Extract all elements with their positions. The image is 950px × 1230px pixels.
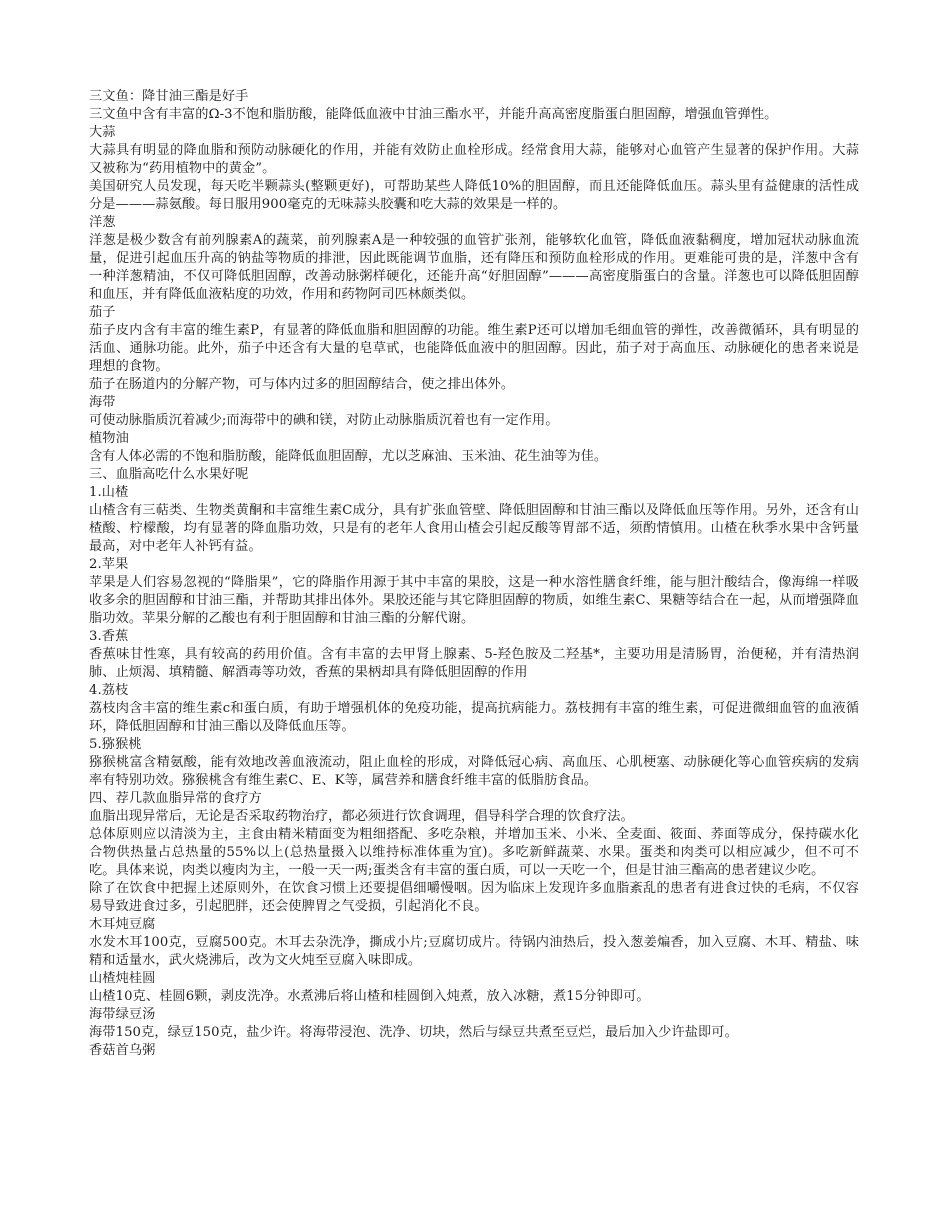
section-heading: 茄子 (89, 305, 116, 320)
paragraph: 血脂出现异常后，无论是否采取药物治疗，都必须进行饮食调理，倡导科学合理的饮食疗法。 (89, 809, 634, 824)
section-heading: 大蒜 (89, 125, 116, 140)
section-heading: 3.香蕉 (89, 629, 129, 644)
section-heading: 海带 (89, 395, 116, 410)
paragraph: 猕猴桃富含精氨酸，能有效地改善血液流动，阻止血栓的形成，对降低冠心病、高血压、心肌梗塞、动脉硬化等心血管疾病的发病率有特别功效。猕猴桃含有维生素C、E、K等，属营养和膳食纤维丰富的低脂肪食品。 (89, 755, 859, 788)
section-heading: 4.荔枝 (89, 683, 129, 698)
paragraph: 山楂含有三萜类、生物类黄酮和丰富维生素C成分，具有扩张血管壁、降低胆固醇和甘油三酯以及降低血压等作用。另外，还含有山楂酸、柠檬酸，均有显著的降血脂功效，只是有的老年人食用山楂会引起反酸等胃部不适，须酌情慎用。山楂在秋季水果中含钙量最高，对中老年人补钙有益。 (89, 503, 859, 554)
section-heading: 木耳炖豆腐 (89, 917, 156, 932)
section-heading: 三、血脂高吃什么水果好呢 (89, 467, 249, 482)
paragraph: 可使动脉脂质沉着减少;而海带中的碘和镁，对防止动脉脂质沉着也有一定作用。 (89, 413, 559, 428)
paragraph: 海带150克，绿豆150克，盐少许。将海带浸泡、洗净、切块，然后与绿豆共煮至豆烂，最后加入少许盐即可。 (89, 1025, 738, 1040)
paragraph: 荔枝肉含丰富的维生素c和蛋白质，有助于增强机体的免疫功能，提高抗病能力。荔枝拥有丰富的维生素，可促进微细血管的血液循环，降低胆固醇和甘油三酯以及降低血压等。 (89, 701, 859, 734)
paragraph: 水发木耳100克，豆腐500克。木耳去杂洗净，撕成小片;豆腐切成片。待锅内油热后，投入葱姜煸香，加入豆腐、木耳、精盐、味精和适量水，武火烧沸后，改为文火炖至豆腐入味即成。 (89, 935, 859, 968)
section-heading: 三文鱼：降甘油三酯是好手 (89, 89, 249, 104)
paragraph: 含有人体必需的不饱和脂肪酸，能降低血胆固醇，尤以芝麻油、玉米油、花生油等为佳。 (89, 449, 608, 464)
document-body (89, 88, 859, 1060)
section-heading: 2.苹果 (89, 557, 129, 572)
paragraph: 苹果是人们容易忽视的“降脂果”，它的降脂作用源于其中丰富的果胶，这是一种水溶性膳食纤维，能与胆汁酸结合，像海绵一样吸收多余的胆固醇和甘油三酯，并帮助其排出体外。果胶还能与其它降胆固醇的物质，如维生素C、果糖等结合在一起，从而增强降血脂功效。苹果分解的乙酸也有利于胆固醇和甘油三酯的分解代谢。 (89, 575, 859, 626)
paragraph: 茄子在肠道内的分解产物，可与体内过多的胆固醇结合，使之排出体外。 (89, 377, 515, 392)
paragraph: 美国研究人员发现，每天吃半颗蒜头(整颗更好)，可帮助某些人降低10%的胆固醇，而且还能降低血压。蒜头里有益健康的活性成分是———蒜氨酸。每日服用900毫克的无味蒜头胶囊和吃大蒜的效果是一样的。 (89, 179, 859, 212)
section-heading: 植物油 (89, 431, 129, 446)
section-heading: 香菇首乌粥 (89, 1043, 156, 1058)
paragraph: 洋葱是极少数含有前列腺素A的蔬菜，前列腺素A是一种较强的血管扩张剂，能够软化血管，降低血液黏稠度，增加冠状动脉血流量，促进引起血压升高的钠盐等物质的排泄，因此既能调节血脂，还有降压和预防血栓形成的作用。更难能可贵的是，洋葱中含有一种洋葱精油，不仅可降低胆固醇，改善动脉粥样硬化，还能升高“好胆固醇”———高密度脂蛋白的含量。洋葱也可以降低胆固醇和血压，并有降低血液粘度的功效，作用和药物阿司匹林颇类似。 (89, 233, 859, 302)
paragraph: 三文鱼中含有丰富的Ω-3不饱和脂肪酸，能降低血液中甘油三酯水平，并能升高高密度脂蛋白胆固醇，增强血管弹性。 (89, 107, 778, 122)
section-heading: 1.山楂 (89, 485, 129, 500)
paragraph: 大蒜具有明显的降血脂和预防动脉硬化的作用，并能有效防止血栓形成。经常食用大蒜，能够对心血管产生显著的保护作用。大蒜又被称为“药用植物中的黄金”。 (89, 143, 859, 176)
section-heading: 山楂炖桂圆 (89, 971, 156, 986)
paragraph: 茄子皮内含有丰富的维生素P，有显著的降低血脂和胆固醇的功能。维生素P还可以增加毛细血管的弹性，改善微循环，具有明显的活血、通脉功能。此外，茄子中还含有大量的皂草甙，也能降低血液中的胆固醇。因此，茄子对于高血压、动脉硬化的患者来说是理想的食物。 (89, 323, 859, 374)
paragraph: 总体原则应以清淡为主，主食由精米精面变为粗细搭配、多吃杂粮，并增加玉米、小米、全麦面、筱面、荞面等成分，保持碳水化合物供热量占总热量的55%以上(总热量摄入以维持标准体重为宜)。多吃新鲜蔬菜、水果。蛋类和肉类可以相应减少，但不可不吃。具体来说，肉类以瘦肉为主，一般一天一两;蛋类含有丰富的蛋白质，可以一天吃一个，但是甘油三酯高的患者建议少吃。 (89, 827, 859, 878)
section-heading: 海带绿豆汤 (89, 1007, 156, 1022)
section-heading: 洋葱 (89, 215, 116, 230)
paragraph: 香蕉味甘性寒，具有较高的药用价值。含有丰富的去甲肾上腺素、5-羟色胺及二羟基*，主要功用是清肠胃，治便秘，并有清热润肺、止烦渴、填精髓、解酒毒等功效，香蕉的果柄却具有降低胆固醇的作用 (89, 647, 859, 680)
section-heading: 四、荐几款血脂异常的食疗方 (89, 791, 262, 806)
paragraph: 山楂10克、桂圆6颗，剥皮洗净。水煮沸后将山楂和桂圆倒入炖煮，放入冰糖，煮15分钟即可。 (89, 989, 650, 1004)
section-heading: 5.猕猴桃 (89, 737, 142, 752)
paragraph: 除了在饮食中把握上述原则外，在饮食习惯上还要提倡细嚼慢咽。因为临床上发现许多血脂紊乱的患者有进食过快的毛病，不仅容易导致进食过多，引起肥胖，还会使脾胃之气受损，引起消化不良。 (89, 881, 859, 914)
